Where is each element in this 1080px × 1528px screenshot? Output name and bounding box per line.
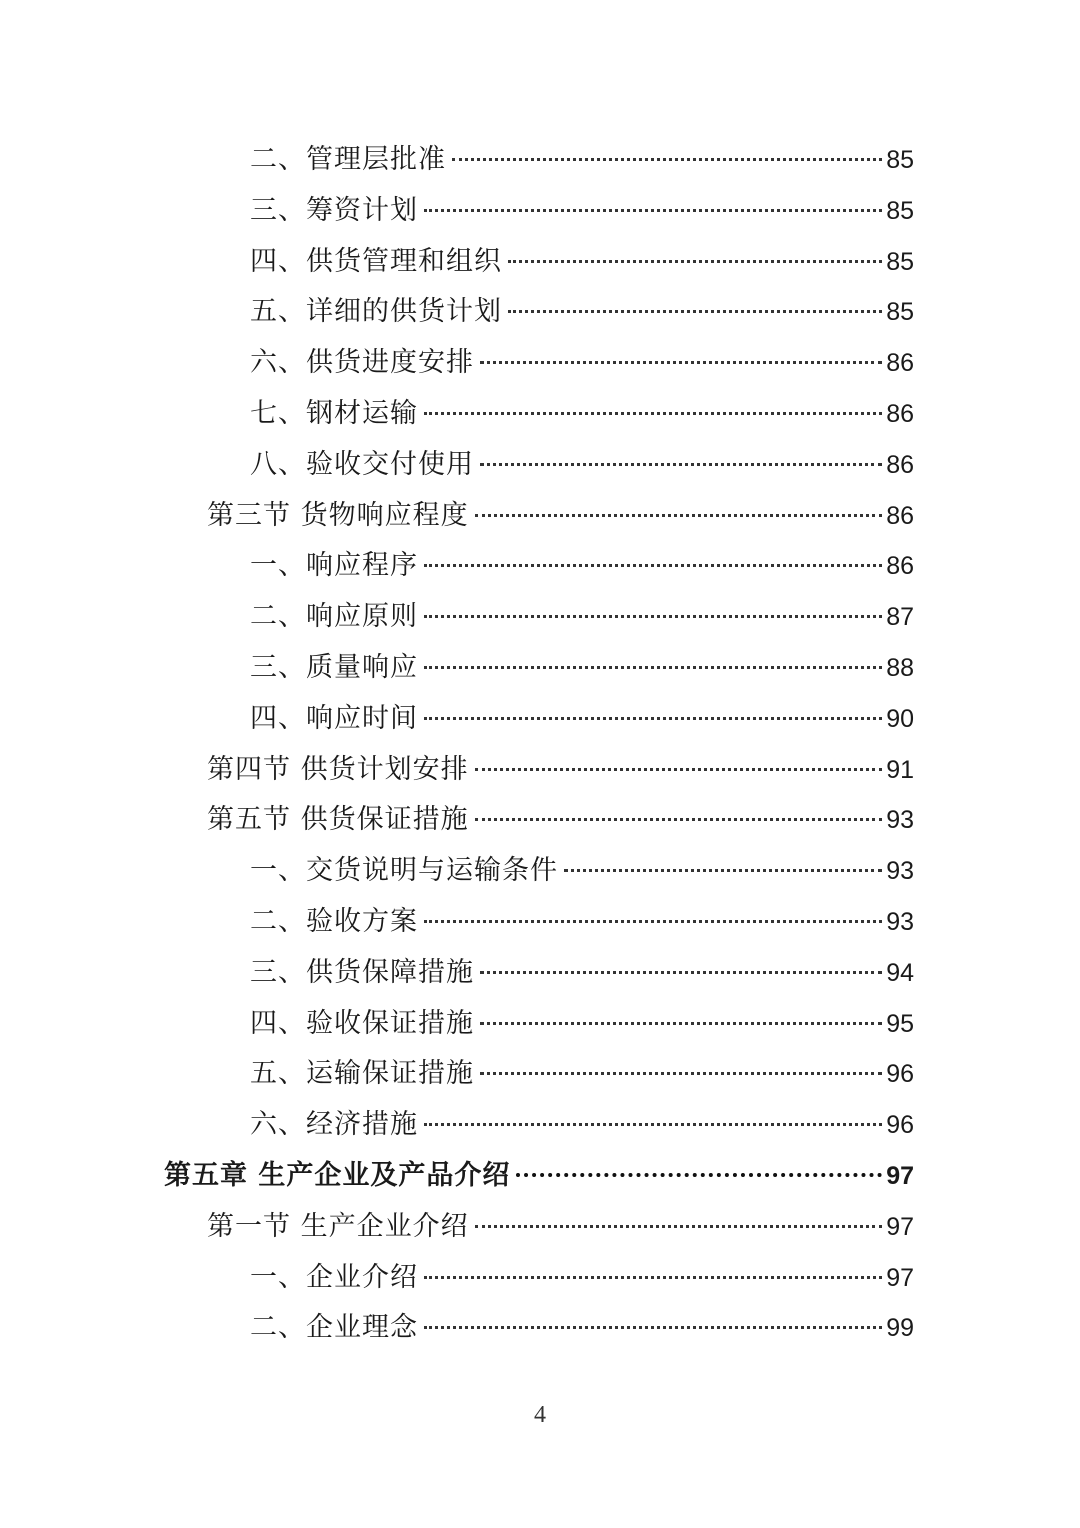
toc-dot-leader	[475, 817, 883, 821]
toc-entry[interactable]	[250, 339, 914, 387]
toc-entry[interactable]	[207, 746, 914, 794]
toc-entry[interactable]	[250, 593, 914, 641]
toc-entry[interactable]	[207, 492, 914, 540]
toc-dot-leader	[480, 360, 882, 364]
toc-entry-page-number: 91	[886, 755, 914, 784]
toc-dot-leader	[480, 1021, 882, 1025]
toc-entry-page-number: 93	[886, 908, 914, 936]
toc-dot-leader	[508, 309, 882, 313]
toc-entry-title: 三、筹资计划	[250, 194, 418, 226]
toc-entry-title: 二、企业理念	[250, 1312, 418, 1344]
toc-dot-leader	[475, 513, 883, 517]
toc-dot-leader	[480, 970, 882, 974]
toc-entry[interactable]	[250, 288, 914, 336]
toc-entry-page-number: 96	[886, 1060, 914, 1089]
toc-entry-title: 二、验收方案	[250, 906, 418, 937]
toc-dot-leader	[424, 411, 882, 415]
toc-entry-page-number: 85	[886, 247, 914, 276]
toc-dot-leader	[452, 157, 882, 161]
toc-dot-leader	[424, 208, 882, 212]
toc-dot-leader	[475, 1224, 883, 1228]
toc-entry[interactable]	[250, 949, 914, 997]
toc-dot-leader	[516, 1172, 882, 1177]
toc-entry-title: 五、运输保证措施	[250, 1058, 474, 1090]
toc-entry-title: 二、管理层批准	[250, 144, 446, 175]
toc-entry-page-number: 99	[886, 1314, 914, 1343]
toc-entry-title: 第五章 生产企业及产品介绍	[164, 1160, 511, 1191]
toc-entry[interactable]	[250, 847, 914, 895]
toc-entry-title: 七、钢材运输	[250, 398, 418, 429]
toc-entry[interactable]	[250, 898, 914, 946]
toc-entry-page-number: 85	[886, 298, 914, 327]
toc-entry-page-number: 97	[886, 1162, 914, 1190]
toc-entry-page-number: 88	[886, 654, 914, 682]
toc-dot-leader	[424, 1275, 882, 1279]
toc-dot-leader	[424, 919, 882, 923]
toc-entry-page-number: 86	[886, 552, 914, 581]
toc-entry-page-number: 86	[886, 450, 914, 479]
toc-entry-page-number: 85	[886, 146, 914, 174]
toc-entry-title: 六、经济措施	[250, 1109, 418, 1141]
toc-entry[interactable]	[250, 187, 914, 235]
toc-entry-title: 一、交货说明与运输条件	[250, 855, 558, 887]
toc-entry-title: 三、供货保障措施	[250, 956, 474, 988]
toc-entry[interactable]	[250, 1254, 914, 1302]
toc-dot-leader	[480, 462, 882, 466]
toc-entry[interactable]	[164, 1152, 914, 1200]
toc-entry-title: 第五节 供货保证措施	[207, 804, 469, 836]
toc-entry-page-number: 85	[886, 196, 914, 225]
toc-entry[interactable]	[250, 1304, 914, 1352]
toc-entry-title: 一、企业介绍	[250, 1261, 418, 1293]
toc-dot-leader	[508, 259, 882, 263]
toc-entry-title: 五、详细的供货计划	[250, 296, 502, 328]
toc-entry-title: 第四节 供货计划安排	[207, 753, 469, 785]
toc-entry-page-number: 93	[886, 857, 914, 886]
toc-entry-title: 四、验收保证措施	[250, 1007, 474, 1039]
toc-entry-page-number: 93	[886, 806, 914, 835]
toc-dot-leader	[424, 665, 882, 669]
toc-entry[interactable]	[250, 441, 914, 489]
toc-dot-leader	[424, 1325, 882, 1329]
toc-entry-page-number: 94	[886, 958, 914, 987]
toc-entry[interactable]	[250, 1000, 914, 1048]
toc-entry-page-number: 87	[886, 603, 914, 632]
toc-entry-title: 三、质量响应	[250, 652, 418, 683]
toc-entry-page-number: 96	[886, 1111, 914, 1140]
toc-entry[interactable]	[250, 1101, 914, 1149]
toc-entry[interactable]	[250, 644, 914, 692]
toc-dot-leader	[480, 1071, 882, 1075]
toc-entry-page-number: 86	[886, 349, 914, 378]
toc-entry-title: 八、验收交付使用	[250, 448, 474, 480]
toc-entry[interactable]	[207, 796, 914, 844]
toc-entry-title: 四、供货管理和组织	[250, 245, 502, 277]
toc-entry-title: 第一节 生产企业介绍	[207, 1210, 469, 1242]
toc-entry-title: 六、供货进度安排	[250, 347, 474, 379]
toc-entry-page-number: 86	[886, 400, 914, 428]
toc-entry-page-number: 97	[886, 1212, 914, 1241]
toc-dot-leader	[424, 563, 882, 567]
toc-entry[interactable]	[250, 1050, 914, 1098]
toc-dot-leader	[475, 767, 883, 771]
toc-entry-page-number: 90	[886, 704, 914, 733]
toc-entry-title: 二、响应原则	[250, 601, 418, 633]
toc-dot-leader	[564, 868, 882, 872]
toc-entry-title: 四、响应时间	[250, 702, 418, 734]
toc-entry-page-number: 86	[886, 501, 914, 530]
toc-dot-leader	[424, 614, 882, 618]
page-number: 4	[534, 1402, 546, 1428]
toc-entry[interactable]	[250, 390, 914, 438]
toc-entry-page-number: 97	[886, 1263, 914, 1292]
toc-entry[interactable]	[250, 238, 914, 286]
toc-entry[interactable]	[250, 695, 914, 743]
toc-entry-title: 一、响应程序	[250, 550, 418, 582]
toc-entry-page-number: 95	[886, 1009, 914, 1038]
toc-dot-leader	[424, 1122, 882, 1126]
toc-entry[interactable]	[250, 542, 914, 590]
toc-entry[interactable]	[207, 1203, 914, 1251]
toc-dot-leader	[424, 716, 882, 720]
toc-entry[interactable]	[250, 136, 914, 184]
toc-entry-title: 第三节 货物响应程度	[207, 499, 469, 531]
